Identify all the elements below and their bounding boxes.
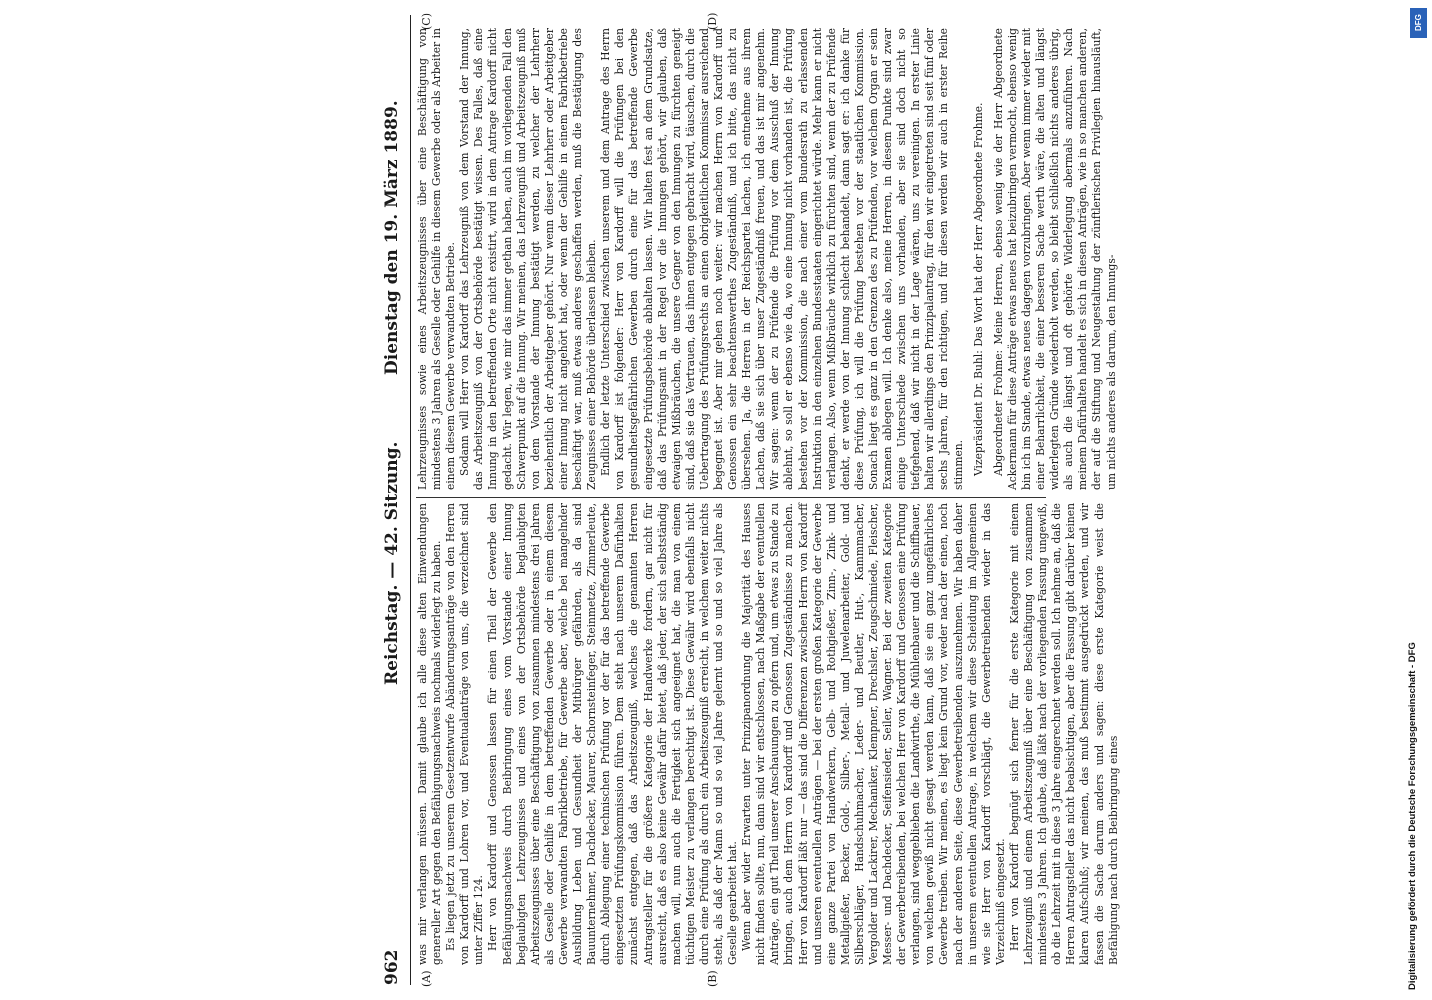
margin-marker-d: (D) <box>706 12 719 30</box>
session-date: Dienstag den 19. März 1889. <box>382 100 402 375</box>
paragraph: Sodann will Herr von Kardorff das Lehrzeugniß von dem Vorstand der Innung, das Arbeitszeugniß von der Ortsbehörde bestätigt wissen. Des Falles, daß eine Innung in den betreffenden Orte nicht existirt, wird in dem Antrage Kardorff nicht gedacht. Wir legen, wie mir das immer gethan haben, auch im vorliegenden Fall den Schwerpunkt auf die Innung. Wir meinen, das Lehrzeugniß und Arbeitszeugniß muß von dem Vorstande der Innung bestätigt werden, zu welcher der Lehrherr beziehentlich der Arbeitgeber gehört. Nur wenn dieser Lehrherr oder Arbeitgeber einer Innung nicht angehört hat, oder wenn der Gehilfe in einem Fabrikbetriebe beschäftigt war, muß etwas anderes geschaffen werden, muß die Bestätigung des Zeugnisses einer Behörde überlassen bleiben. <box>458 28 599 490</box>
header-rule <box>410 15 411 985</box>
left-text-column <box>416 503 1120 965</box>
session-title: Reichstag. — 42. Sitzung. <box>382 441 402 685</box>
paragraph: was mir verlangen müssen. Damit glaube ich alle diese alten Einwendungen genereller Art gegen den Befähigungsnachweis nochmals widerlegt zu haben. <box>416 503 444 965</box>
right-text-column <box>416 28 1118 490</box>
margin-marker-c: (C) <box>420 13 433 30</box>
paragraph: Endlich der letzte Unterschied zwischen unserem und dem Antrage des Herrn von Kardorff ist folgender: Herr von Kardorff will die Prüfungen bei den gesundheitsgefährlichen Gewerben durch eine für das betreffende Gewerbe eingesetzte Prüfungsbehörde abhalten lassen. Wir halten fest an dem Grundsatze, daß das Prüfungsamt in der Regel vor die Innungen gehört, wir glauben, daß etwaigen Mißbräuchen, die unsere Gegner von den Innungen zu fürchten geneigt sind, daß sie das Vertrauen, das ihnen entgegen gebracht wird, täuschen, durch die Uebertragung des Prüfungsrechts an einen obrigkeitlichen Kommissar ausreichend begegnet ist. Aber mir gehen noch weiter: wir machen Herrn von Kardorff und Genossen ein sehr beachtenswerthes Zugeständniß, und ich bitte, das nicht zu übersehen. Ja, die Herren in der Reichspartei lachen, ich entnehme aus ihrem Lachen, daß sie sich über unser Zugeständniß freuen, und das ist mir angenehm. Wir sagen: wenn der zu Prüfende die Prüfung vor dem Ausschuß der Innung ablehnt, so soll er ebenso wie da, wo eine Innung nicht vorhanden ist, die Prüfung bestehen vor der Kommission, die nach einer vom Bundesrath zu erlassenden Instruktion in den einzelnen Bundesstaaten eingerichtet würde. Mehr kann er nicht verlangen. Also, wenn Mißbräuche wirklich zu fürchten sind, wenn der zu Prüfende denkt, er werde von der Innung schlecht behandelt, dann sagt er: ich danke für diese Prüfung, ich will die Prüfung bestehen vor der staatlichen Kommission. Sonach liegt es ganz in den Grenzen des zu Prüfenden, vor welchem Organ er sein Examen ablegen will. Ich denke also, meine Herren, in diesem Punkte sind zwar einige Unterschiede zwischen uns vorhanden, aber sie sind doch nicht so tiefgehend, daß wir nicht in der Lage wären, uns zu vereinigen. In erster Linie halten wir allerdings den Prinzipalantrag, für den wir eingetreten sind seit fünf oder sechs Jahren, für den richtigen, und für diesen werden wir auch in erster Reihe stimmen. <box>599 28 965 490</box>
column-divider <box>416 497 1046 498</box>
paragraph: Herr von Kardorff begnügt sich ferner für die erste Kategorie mit einem Lehrzeugniß und einem Arbeitszeugniß über eine Beschäftigung von zusammen mindestens 3 Jahren. Ich glaube, daß läßt nach der vorliegenden Fassung ungewiß, ob die Lehrzeit mit in diese 3 Jahre eingerechnet werden soll. Ich nehme an, daß die Herren Antragsteller das nicht beabsichtigen, aber die Fassung gibt darüber keinen klaren Aufschluß; wir meinen, das muß bestimmt ausgedrückt werden, und wir fassen die Sache darum anders und sagen: diese erste Kategorie weist die Befähigung nach durch Beibringung eines <box>1007 503 1120 965</box>
dfg-logo: DFG <box>1410 8 1427 38</box>
scanned-page <box>376 5 1120 995</box>
digitization-note: Digitalisierung gefördert durch die Deutsche Forschungsgemeinschaft - DFG <box>1407 642 1418 990</box>
paragraph: Lehrzeugnisses sowie eines Arbeitszeugnisses über eine Beschäftigung von mindestens 3 Jahren als Geselle oder Gehilfe in diesem Gewerbe oder als Arbeiter in einem diesem Gewerbe verwandten Betriebe. <box>416 28 458 490</box>
margin-marker-b: (B) <box>706 970 719 987</box>
paragraph: Es liegen jetzt zu unserem Gesetzentwurfe Abänderungsanträge von den Herren von Kardorff und Lohren vor, und Eventualanträge von uns, die verzeichnet sind unter Ziffer 124. <box>444 503 486 965</box>
paragraph: Herr von Kardorff und Genossen lassen für einen Theil der Gewerbe den Befähigungsnachweis durch Beibringung eines vom Vorstande einer Innung beglaubigten Lehrzeugnisses und eines von der Ortsbehörde beglaubigten Arbeitszeugnisses über eine Beschäftigung von zusammen mindestens drei Jahren als Geselle oder Gehilfe in dem betreffenden Gewerbe oder in einem diesem Gewerbe verwandten Fabrikbetriebe, für Gewerbe aber, welche bei mangelnder Ausbildung Leben und Gesundheit der Mitbürger gefährden, als da sind Bauunternehmer, Dachdecker, Maurer, Schornsteinfeger, Steinmetze, Zimmerleute, durch Ablegung einer technischen Prüfung vor der für das betreffende Gewerbe eingesetzten Prüfungskommission führen. Dem steht nach unserem Dafürhalten zunächst entgegen, daß das Arbeitszeugniß, welches die genannten Herren Antragsteller für die größere Kategorie der Handwerke fordern, gar nicht für ausreicht, daß es also keine Gewähr dafür bietet, daß jeder, der sich selbstständig machen will, nun auch die Fertigkeit sich angeeignet hat, die man von einem tüchtigen Meister zu verlangen berechtigt ist. Diese Gewähr wird ebenfalls nicht durch eine Prüfung als durch ein Arbeitszeugniß erreicht, in welchem weiter nichts steht, als daß der Mann so und so viel Jahre gelernt und so und so viel Jahre als Geselle gearbeitet hat. <box>486 503 740 965</box>
paragraph: Wenn aber wider Erwarten unter Prinzipanordnung die Majorität des Hauses nicht finden sollte, nun, dann sind wir entschlossen, nach Maßgabe der eventuellen Anträge, ein gut Theil unserer Anschauungen zu opfern und, um etwas zu Stande zu bringen, auch dem Herrn von Kardorff und Genossen Zugeständnisse zu machen. Herr von Kardorff läßt nur — das sind die Differenzen zwischen Herrn von Kardorff und unseren eventuellen Anträgen — bei der ersten großen Kategorie der Gewerbe eine ganze Partei von Handwerkern, Gelb- und Rothgießer, Zinn-, Zink- und Metallgießer, Becker, Gold-, Silber-, Metall- und Juwelenarbeiter, Gold- und Silberschläger, Handschuhmacher, Leder- und Beutler, Hut-, Kammmacher, Vergolder und Lackirer, Mechaniker, Klempner, Drechsler, Zeugschmiede, Fleischer, Messer- und Dachdecker, Seifensieder, Seiler, Wagner. Bei der zweiten Kategorie der Gewerbetreibenden, bei welchen Herr von Kardorff und Genossen eine Prüfung verlangen, sind weggeblieben die Landwirthe, die Mühlenbauer und die Schiffbauer, von welchen gewiß nicht gesagt werden kann, daß sie ein ganz ungefährliches Gewerbe treiben. Wir meinen, es liegt kein Grund vor, weder nach der einen, noch nach der anderen Seite, diese Gewerbetreibenden auszunehmen. Wir haben daher in unserem eventuellen Antrage, in welchem wir diese Scheidung im Allgemeinen wie sie Herr von Kardorff vorschlägt, die Gewerbetreibenden wieder in das Verzeichniß eingesetzt. <box>740 503 1007 965</box>
page-number: 962 <box>382 949 402 985</box>
page-header <box>380 15 406 985</box>
margin-marker-a: (A) <box>420 970 433 987</box>
speaker-paragraph: Abgeordneter Frohme: Meine Herren, ebenso wenig wie der Herr Abgeordnete Ackermann für diese Anträge etwas neues hat beizubringen vermocht, ebenso wenig bin ich im Stande, etwas neues dagegen vorzubringen. Aber wenn immer wieder mit einer Beharrlichkeit, die einer besseren Sache werth wäre, die alten und längst widerlegten Gründe wiederholt werden, so bleibt schließlich nichts anderes übrig, als auch die längst und oft gehörte Widerlegung abermals anzuführen. Nach meinem Dafürhalten handelt es sich in diesen Anträgen, wie in so manchen anderen, der auf die Stiftung und Neugestaltung der zünftlerischen Privilegien hinausläuft, um nichts anderes als darum, den Innungs- <box>991 28 1118 490</box>
speaker-paragraph: Vizepräsident Dr. Buhl: Das Wort hat der Herr Abgeordnete Frohme. <box>971 102 985 476</box>
